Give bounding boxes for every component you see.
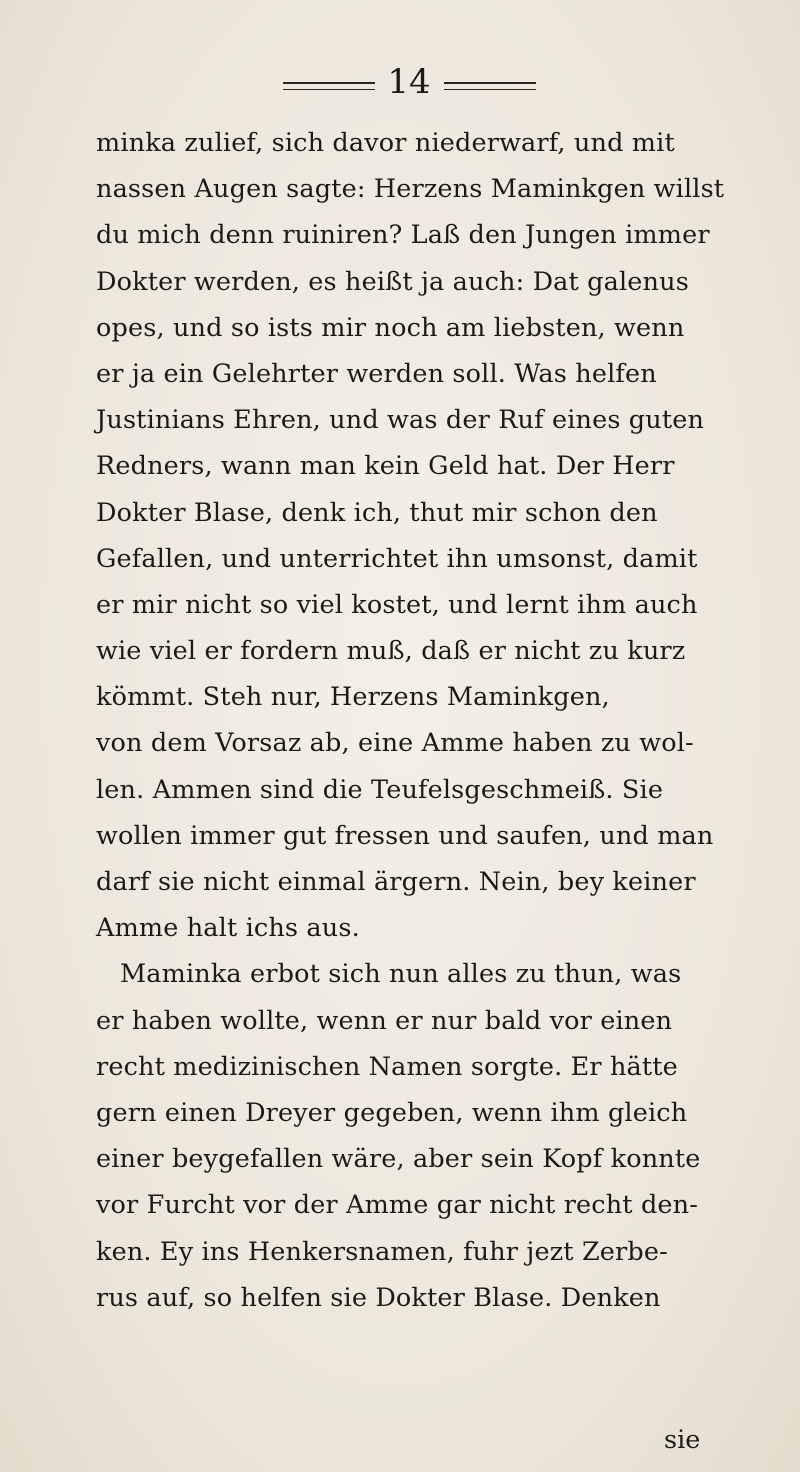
text-line: er haben wollte, wenn er nur bald vor einen: [96, 1005, 673, 1036]
text-line: gern einen Dreyer gegeben, wenn ihm gleich: [96, 1097, 688, 1128]
text-line: minka zulief, sich davor niederwarf, und mit: [96, 128, 675, 158]
text-line: er mir nicht so viel kostet, und lernt ihm auch: [96, 589, 698, 620]
text-line: Dokter Blase, denk ich, thut mir schon den: [96, 497, 658, 528]
catchword: sie: [664, 1425, 701, 1455]
header-rule-left-thin: [283, 89, 375, 90]
page-number: 14: [387, 62, 431, 102]
text-line: er ja ein Gelehrter werden soll. Was helfen: [96, 358, 657, 389]
text-line: wie viel er fordern muß, daß er nicht zu kurz: [96, 636, 686, 667]
text-line: Amme halt ichs aus.: [96, 913, 360, 944]
header-rule-left: [283, 82, 375, 84]
header-rule-right: [444, 82, 536, 84]
text-line: wollen immer gut fressen und saufen, und man: [96, 820, 714, 851]
page-header: [0, 62, 800, 102]
text-line: recht medizinischen Namen sorgte. Er hätte: [96, 1051, 678, 1082]
text-line: kömmt. Steh nur, Herzens Maminkgen,: [96, 682, 610, 713]
text-line: darf sie nicht einmal ärgern. Nein, bey keiner: [96, 867, 696, 897]
text-line: einer beygefallen wäre, aber sein Kopf konnte: [96, 1144, 701, 1175]
text-line: vor Furcht vor der Amme gar nicht recht den-: [96, 1190, 699, 1221]
text-line: rus auf, so helfen sie Dokter Blase. Denken: [96, 1282, 661, 1313]
text-line: len. Ammen sind die Teufelsgeschmeiß. Sie: [96, 774, 664, 805]
text-line: Redners, wann man kein Geld hat. Der Herr: [96, 451, 675, 482]
body-text: [96, 120, 725, 1321]
text-line: Dokter werden, es heißt ja auch: Dat galenus: [96, 266, 689, 297]
text-line: nassen Augen sagte: Herzens Maminkgen willst: [96, 174, 725, 205]
text-line: opes, und so ists mir noch am liebsten, wenn: [96, 312, 685, 343]
text-line: Justinians Ehren, und was der Ruf eines guten: [96, 405, 705, 436]
text-line: du mich denn ruiniren? Laß den Jungen immer: [96, 220, 710, 251]
text-line: von dem Vorsaz ab, eine Amme haben zu wol-: [96, 728, 694, 759]
text-line: ken. Ey ins Henkersnamen, fuhr jezt Zerbe-: [96, 1236, 668, 1267]
paragraph-start-line: Maminka erbot sich nun alles zu thun, was: [120, 959, 682, 990]
text-line: Gefallen, und unterrichtet ihn umsonst, damit: [96, 543, 698, 574]
header-rule-right-thin: [444, 89, 536, 90]
